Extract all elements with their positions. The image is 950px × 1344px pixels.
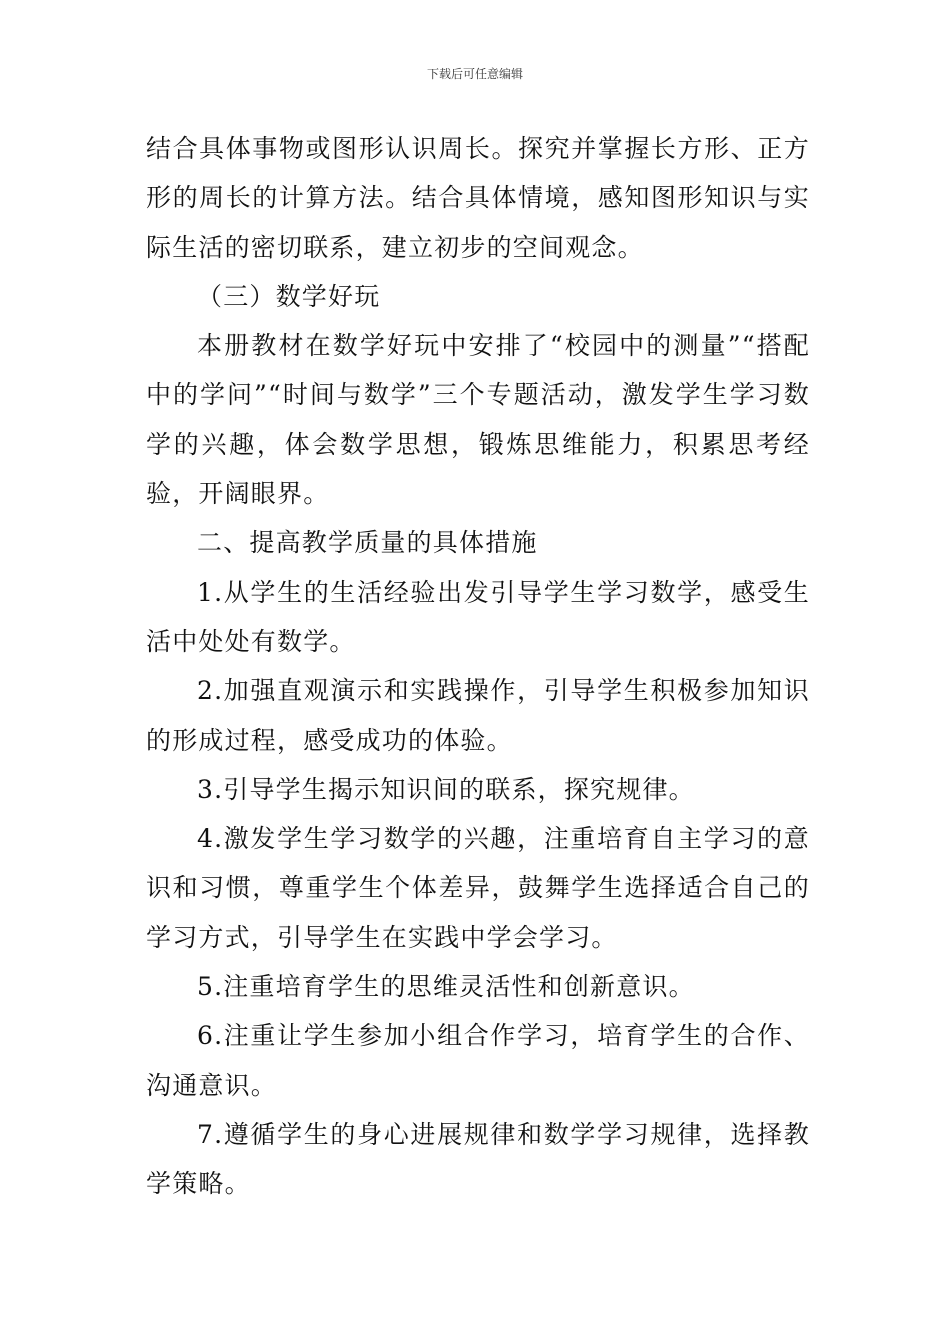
list-item-6: 6.注重让学生参加小组合作学习，培育学生的合作、沟通意识。 <box>146 1021 810 1100</box>
paragraph-perimeter: 结合具体事物或图形认识周长。探究并掌握长方形、正方形的周长的计算方法。结合具体情境，感知图形知识与实际生活的密切联系，建立初步的空间观念。 <box>146 134 810 262</box>
list-item-2: 2.加强直观演示和实践操作，引导学生积极参加知识的形成过程，感受成功的体验。 <box>146 676 810 755</box>
page-header: 下载后可任意编辑 <box>426 67 523 81</box>
list-item-3: 3.引导学生揭示知识间的联系，探究规律。 <box>197 774 695 804</box>
document-body <box>146 124 810 1209</box>
section-heading-measures: 二、提高教学质量的具体措施 <box>197 528 538 558</box>
section-heading-math-fun: （三）数学好玩 <box>197 281 381 311</box>
list-item-7: 7.遵循学生的身心进展规律和数学学习规律，选择教学策略。 <box>146 1119 810 1199</box>
list-item-1: 1.从学生的生活经验出发引导学生学习数学，感受生活中处处有数学。 <box>146 577 810 656</box>
list-item-4: 4.激发学生学习数学的兴趣，注重培育自主学习的意识和习惯，尊重学生个体差异，鼓舞学生选择适合自己的学习方式，引导学生在实践中学会学习。 <box>146 824 810 952</box>
list-item-5: 5.注重培育学生的思维灵活性和创新意识。 <box>197 972 695 1002</box>
paragraph-math-fun: 本册教材在数学好玩中安排了“校园中的测量”“搭配中的学问”“时间与数学”三个专题活动，激发学生学习数学的兴趣，体会数学思想，锻炼思维能力，积累思考经验，开阔眼界。 <box>146 331 810 509</box>
